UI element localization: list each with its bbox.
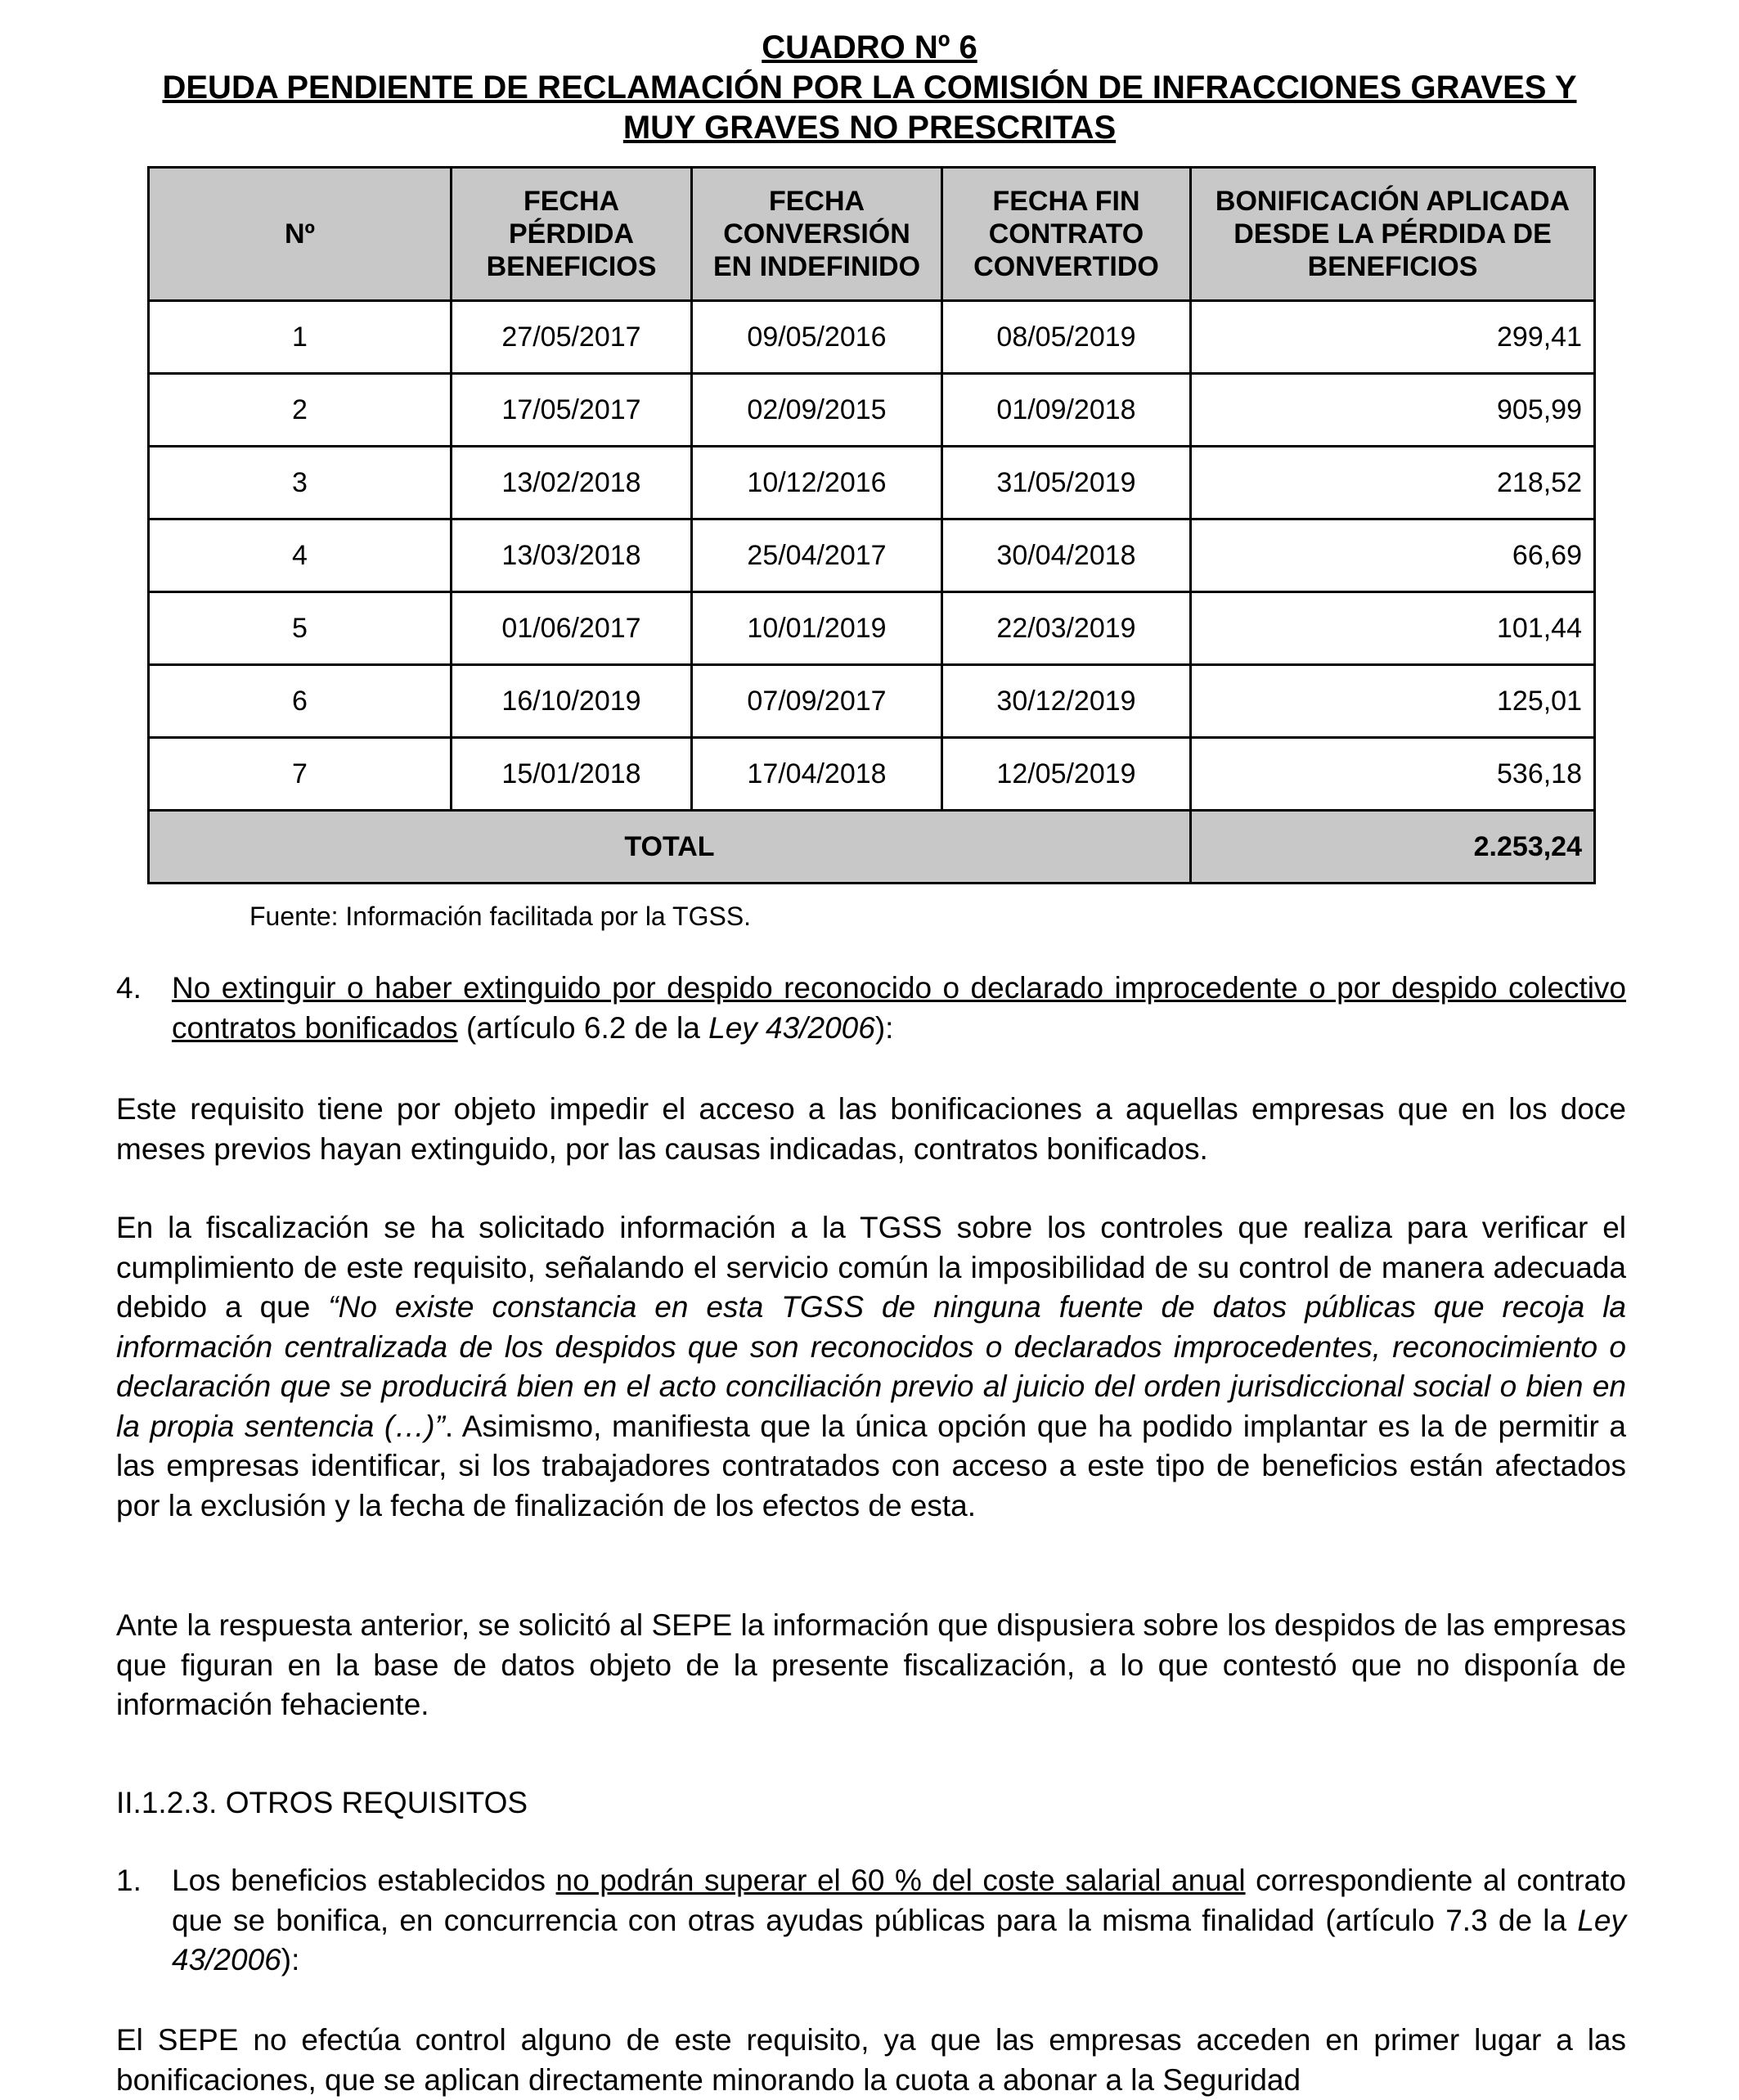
table-row	[149, 665, 1595, 738]
cell-bonificacion: 101,44	[1191, 592, 1595, 665]
table-row	[149, 592, 1595, 665]
table-row	[149, 519, 1595, 592]
cell-perdida: 17/05/2017	[452, 374, 692, 447]
cell-perdida: 13/02/2018	[452, 447, 692, 519]
cell-perdida: 01/06/2017	[452, 592, 692, 665]
cell-conversion: 07/09/2017	[692, 665, 942, 738]
underlined-requirement: no podrán superar el 60 % del coste salarial anual	[555, 1864, 1246, 1897]
cell-conversion: 09/05/2016	[692, 301, 942, 374]
cell-n: 4	[149, 519, 452, 592]
cell-n: 6	[149, 665, 452, 738]
list-text	[172, 1861, 1626, 1981]
list-number: 4.	[116, 971, 142, 1005]
paragraph: Este requisito tiene por objeto impedir el acceso a las bonificaciones a aquellas empresas que en los doce meses previos hayan extinguido, por las causas indicadas, contratos bonificados.	[116, 1092, 1626, 1166]
cell-n: 5	[149, 592, 452, 665]
underlined-requirement: No extinguir o haber extinguido por despido reconocido o declarado improcedente o por despido colectivo contratos bonificados	[172, 971, 1626, 1045]
total-label: TOTAL	[149, 811, 1191, 884]
cell-bonificacion: 125,01	[1191, 665, 1595, 738]
law-reference-suffix: ):	[281, 1943, 300, 1976]
table-caption-number: CUADRO Nº 6	[762, 29, 977, 65]
cell-n: 2	[149, 374, 452, 447]
cell-n: 7	[149, 738, 452, 811]
law-name: Ley 43/2006	[172, 1903, 1626, 1976]
section-heading: II.1.2.3. OTROS REQUISITOS	[116, 1786, 528, 1819]
paragraph	[116, 1208, 1626, 1526]
table-row	[149, 301, 1595, 374]
cell-n: 1	[149, 301, 452, 374]
cell-bonificacion: 299,41	[1191, 301, 1595, 374]
paragraph-rest: . Asimismo, manifiesta que la única opción que ha podido implantar es la de permitir a las empresas identificar, si los trabajadores contratados con acceso a este tipo de beneficios están afectados por la exclusión y la fecha de finalización de los efectos de esta.	[116, 1409, 1626, 1522]
header-fecha-conversion: FECHA CONVERSIÓN EN INDEFINIDO	[692, 168, 942, 301]
cell-bonificacion: 536,18	[1191, 738, 1595, 811]
cell-n: 3	[149, 447, 452, 519]
total-row	[149, 811, 1595, 884]
cell-fin: 08/05/2019	[942, 301, 1191, 374]
table-row	[149, 447, 1595, 519]
quote: “No existe constancia en esta TGSS de ninguna fuente de datos públicas que recoja la información centralizada de los despidos que son reconocidos o declarados improcedentes, reconocimiento o declaración que se producirá bien en el acto conciliación previo al juicio del orden jurisdiccional social o bien en la propia sentencia (…)”	[116, 1290, 1627, 1443]
cell-perdida: 13/03/2018	[452, 519, 692, 592]
cell-conversion: 17/04/2018	[692, 738, 942, 811]
list-number: 1.	[116, 1864, 142, 1897]
table-caption-line1: DEUDA PENDIENTE DE RECLAMACIÓN POR LA COMISIÓN DE INFRACCIONES GRAVES Y	[162, 70, 1577, 106]
table-row	[149, 374, 1595, 447]
cell-fin: 22/03/2019	[942, 592, 1191, 665]
table-title	[0, 28, 1739, 148]
cell-perdida: 27/05/2017	[452, 301, 692, 374]
cell-conversion: 10/12/2016	[692, 447, 942, 519]
total-value: 2.253,24	[1191, 811, 1595, 884]
list-text-pre: Los beneficios establecidos	[172, 1864, 556, 1897]
header-n: Nº	[149, 168, 452, 301]
paragraph: El SEPE no efectúa control alguno de este requisito, ya que las empresas acceden en primer lugar a las bonificaciones, que se aplican directamente minorando la cuota a abonar a la Seguridad	[116, 2023, 1626, 2097]
cell-fin: 12/05/2019	[942, 738, 1191, 811]
cell-conversion: 25/04/2017	[692, 519, 942, 592]
cell-perdida: 16/10/2019	[452, 665, 692, 738]
table-source: Fuente: Información facilitada por la TGSS.	[249, 902, 752, 931]
law-reference-prefix: (artículo 6.2 de la	[457, 1010, 709, 1045]
cell-conversion: 02/09/2015	[692, 374, 942, 447]
cell-fin: 30/04/2018	[942, 519, 1191, 592]
cell-bonificacion: 218,52	[1191, 447, 1595, 519]
cell-conversion: 10/01/2019	[692, 592, 942, 665]
paragraph-intro: En la fiscalización se ha solicitado información a la TGSS sobre los controles que realiza para verificar el cumplimiento de este requisito, señalando el servicio común la imposibilidad de su control de manera adecuada debido a que	[116, 1211, 1626, 1324]
cell-fin: 30/12/2019	[942, 665, 1191, 738]
header-bonificacion: BONIFICACIÓN APLICADA DESDE LA PÉRDIDA DE BENEFICIOS	[1191, 168, 1595, 301]
table-header-row	[149, 168, 1595, 301]
table-caption-line2: MUY GRAVES NO PRESCRITAS	[622, 110, 1117, 146]
paragraph: Ante la respuesta anterior, se solicitó al SEPE la información que dispusiera sobre los despidos de las empresas que figuran en la base de datos objeto de la presente fiscalización, a lo que contestó que no disponía de información fehaciente.	[116, 1608, 1626, 1721]
cell-fin: 31/05/2019	[942, 447, 1191, 519]
debt-table	[147, 166, 1596, 884]
header-fecha-perdida: FECHA PÉRDIDA BENEFICIOS	[452, 168, 692, 301]
list-text-mid: correspondiente al contrato que se bonifica, en concurrencia con otras ayudas públicas para la misma finalidad (artículo 7.3 de la	[172, 1864, 1626, 1937]
cell-fin: 01/09/2018	[942, 374, 1191, 447]
header-fecha-fin: FECHA FIN CONTRATO CONVERTIDO	[942, 168, 1191, 301]
cell-bonificacion: 905,99	[1191, 374, 1595, 447]
law-reference-suffix: ):	[874, 1010, 894, 1045]
list-text	[172, 969, 1626, 1048]
law-name: Ley 43/2006	[708, 1010, 875, 1045]
table-row	[149, 738, 1595, 811]
cell-perdida: 15/01/2018	[452, 738, 692, 811]
cell-bonificacion: 66,69	[1191, 519, 1595, 592]
